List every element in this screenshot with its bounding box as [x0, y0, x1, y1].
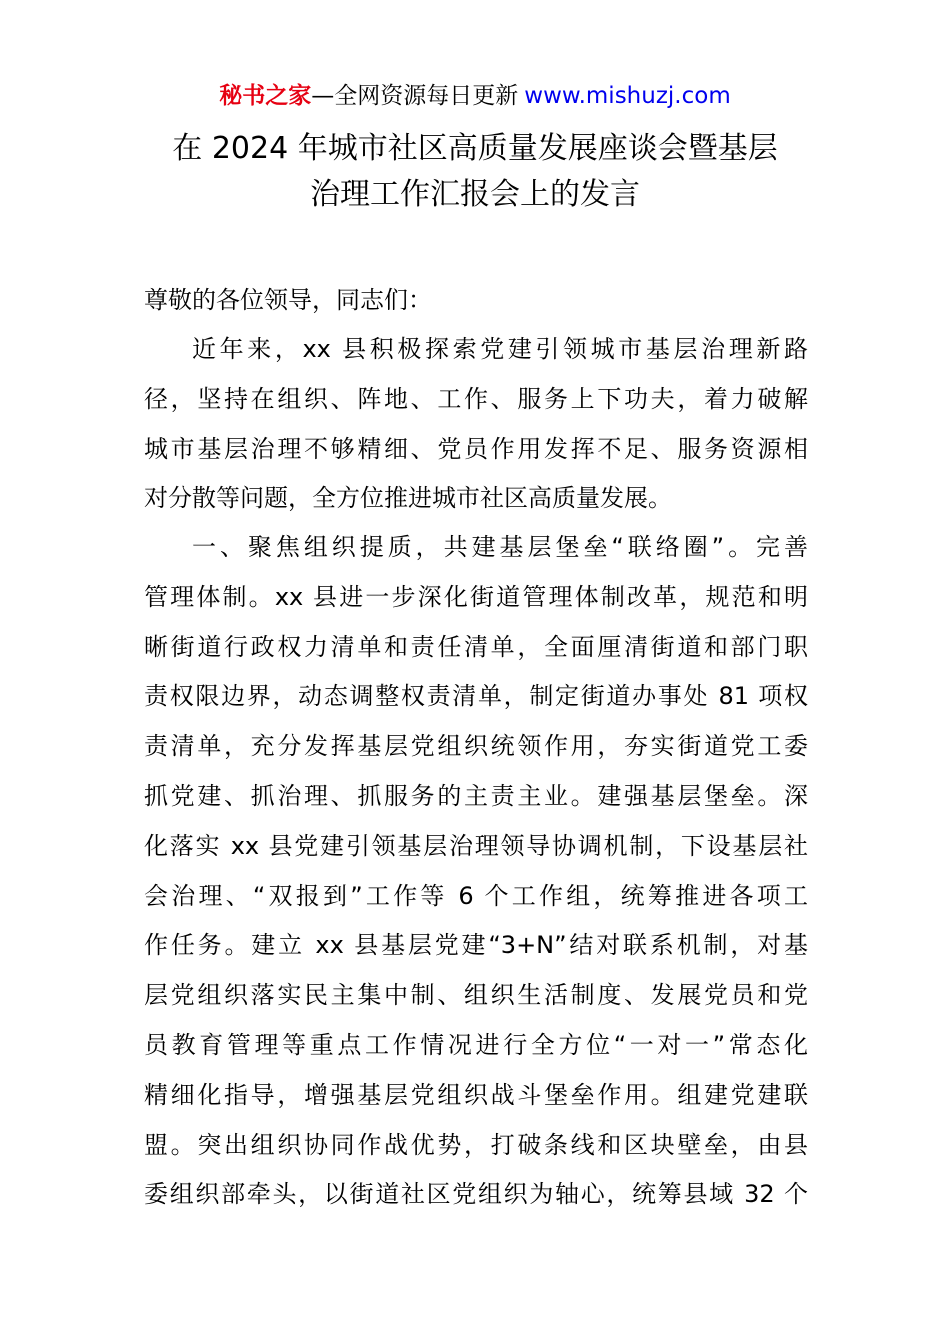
paragraph-line: 会治理、“双报到”工作等 6 个工作组，统筹推进各项工: [144, 881, 808, 910]
paragraph-line: 层党组织落实民主集中制、组织生活制度、发展党员和党: [144, 981, 808, 1010]
salutation: 尊敬的各位领导，同志们：: [144, 286, 432, 314]
paragraph-intro: [144, 325, 808, 524]
site-url-link[interactable]: www.mishuzj.com: [524, 83, 731, 109]
paragraph-line: 员教育管理等重点工作情况进行全方位“一对一”常态化: [144, 1030, 808, 1059]
paragraph-line: 近年来，xx 县积极探索党建引领城市基层治理新路: [192, 335, 808, 363]
paragraph-line: 作任务。建立 xx 县基层党建“3+N”结对联系机制，对基: [144, 931, 808, 960]
paragraph-line: 责权限边界，动态调整权责清单，制定街道办事处 81 项权: [144, 682, 808, 711]
title-line-2: 治理工作汇报会上的发言: [310, 177, 640, 212]
paragraph-line: 盟。突出组织协同作战优势，打破条线和区块壁垒，由县: [144, 1130, 808, 1159]
title-line-1: 在 2024 年城市社区高质量发展座谈会暨基层: [172, 131, 778, 166]
paragraph-line: 责清单，充分发挥基层党组织统领作用，夯实街道党工委: [144, 732, 808, 761]
paragraph-line: 对分散等问题，全方位推进城市社区高质量发展。: [144, 484, 672, 513]
paragraph-line: 化落实 xx 县党建引领基层治理领导协调机制，下设基层社: [144, 831, 808, 860]
document-title: [0, 126, 950, 218]
paragraph-line: 委组织部牵头，以街道社区党组织为轴心，统筹县域 32 个: [144, 1180, 808, 1209]
paragraph-line: 一、聚焦组织提质，共建基层堡垒“联络圈”。完善: [192, 533, 808, 561]
paragraph-line: 抓党建、抓治理、抓服务的主责主业。建强基层堡垒。深: [144, 781, 808, 810]
brand-name: 秘书之家: [219, 83, 312, 109]
header-slogan: —全网资源每日更新: [311, 83, 519, 109]
paragraph-section-one: [144, 523, 808, 1220]
watermark-header: [0, 80, 950, 112]
paragraph-line: 晰街道行政权力清单和责任清单，全面厘清街道和部门职: [144, 632, 808, 661]
paragraph-line: 精细化指导，增强基层党组织战斗堡垒作用。组建党建联: [144, 1080, 808, 1109]
paragraph-line: 城市基层治理不够精细、党员作用发挥不足、服务资源相: [144, 434, 808, 463]
paragraph-line: 管理体制。xx 县进一步深化街道管理体制改革，规范和明: [144, 582, 808, 611]
paragraph-line: 径，坚持在组织、阵地、工作、服务上下功夫，着力破解: [144, 384, 808, 413]
